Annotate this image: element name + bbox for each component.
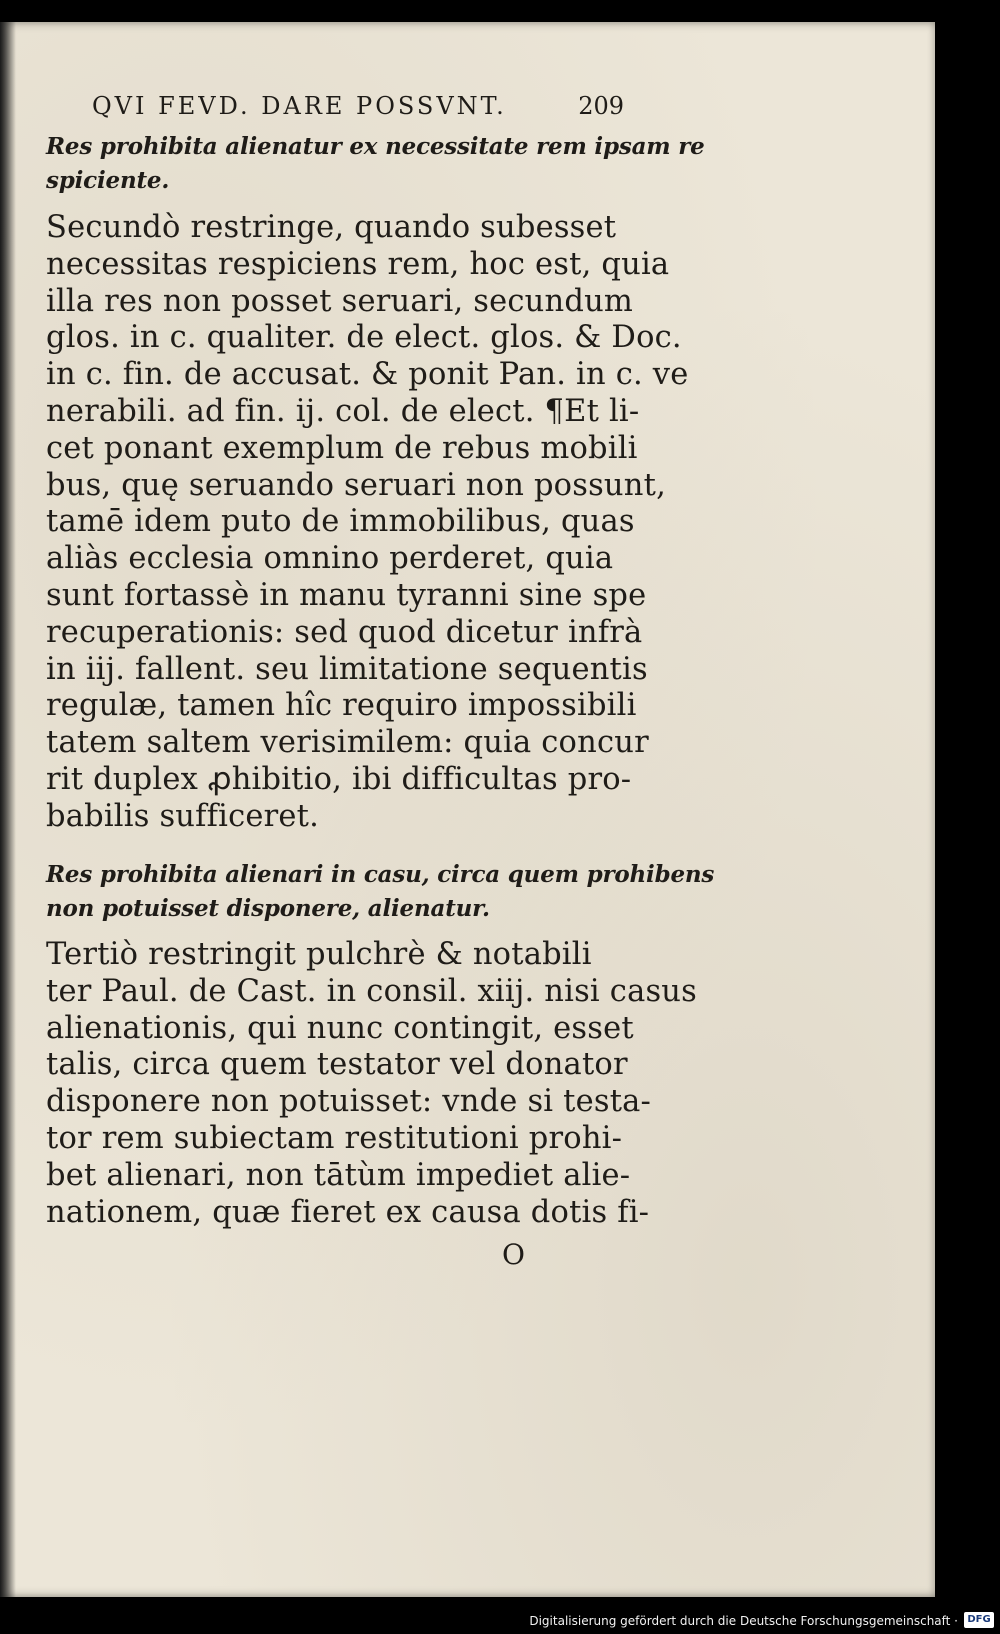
para2-line: talis, circa quem testator vel donator <box>46 1047 628 1083</box>
para2-line: nationem, quæ fieret ex causa dotis fi- <box>46 1194 650 1230</box>
para1-line: Secundò restringe, quando subesset <box>46 210 617 245</box>
para2-line: alienationis, qui nunc contingit, esset <box>46 1010 634 1046</box>
para1-line: babilis sufficeret. <box>46 798 319 834</box>
para1-line: rit duplex ꝓhibitio, ibi difficultas pro- <box>46 761 632 797</box>
rubric2-line: non potuisset disponere, alienatur. <box>46 895 490 922</box>
rubric2-line: Res prohibita alienari in casu, circa quem prohibens <box>46 861 715 888</box>
para1-line: bus, quę seruando seruari non possunt, <box>46 467 666 503</box>
para1-line: cet ponant exemplum de rebus mobili <box>46 430 638 466</box>
digitization-credit: Digitalisierung gefördert durch die Deutsche Forschungsgemeinschaft · <box>529 1614 958 1628</box>
para1-line: illa res non posset seruari, secundum <box>46 283 634 319</box>
dfg-logo: DFG <box>964 1612 994 1628</box>
para2-line: disponere non potuisset: vnde si testa- <box>46 1084 652 1120</box>
para1-line: aliàs ecclesia omnino perderet, quia <box>46 541 614 577</box>
para1-line: regulæ, tamen hîc requiro impossibili <box>46 688 637 724</box>
catchword: O <box>502 1238 525 1271</box>
para1-line: glos. in c. qualiter. de elect. glos. & Doc. <box>46 320 682 356</box>
para2-line: bet alienari, non tātùm impediet alie- <box>46 1157 631 1193</box>
para1-line: nerabili. ad fin. ij. col. de elect. ¶Et li- <box>46 393 640 429</box>
para1-line: tamē idem puto de immobilibus, quas <box>46 504 635 540</box>
para2-line: Tertiò restringit pulchrè & notabili <box>46 937 592 972</box>
marginal-rubric-2 <box>46 858 715 926</box>
para1-line: necessitas respiciens rem, hoc est, quia <box>46 246 670 282</box>
paragraph-2 <box>46 937 697 1231</box>
spine-shadow <box>0 22 16 1597</box>
para1-line: in iij. fallent. seu limitatione sequentis <box>46 651 648 687</box>
para1-line: in c. fin. de accusat. & ponit Pan. in c. ve <box>46 357 689 393</box>
para2-line: ter Paul. de Cast. in consil. xiij. nisi casus <box>46 973 697 1009</box>
rubric1-line: spiciente. <box>46 167 170 194</box>
marginal-rubric-1 <box>46 130 705 198</box>
folio-number: 209 <box>578 92 624 120</box>
page-header <box>92 92 624 128</box>
running-head: QVI FEVD. DARE POSSVNT. <box>92 92 507 120</box>
para2-line: tor rem subiectam restitutioni prohi- <box>46 1120 623 1156</box>
paragraph-1 <box>46 210 689 836</box>
para1-line: tatem saltem verisimilem: quia concur <box>46 725 649 761</box>
rubric1-line: Res prohibita alienatur ex necessitate rem ipsam re <box>46 133 705 160</box>
para1-line: sunt fortassè in manu tyranni sine spe <box>46 577 647 613</box>
para1-line: recuperationis: sed quod dicetur infrà <box>46 614 643 650</box>
